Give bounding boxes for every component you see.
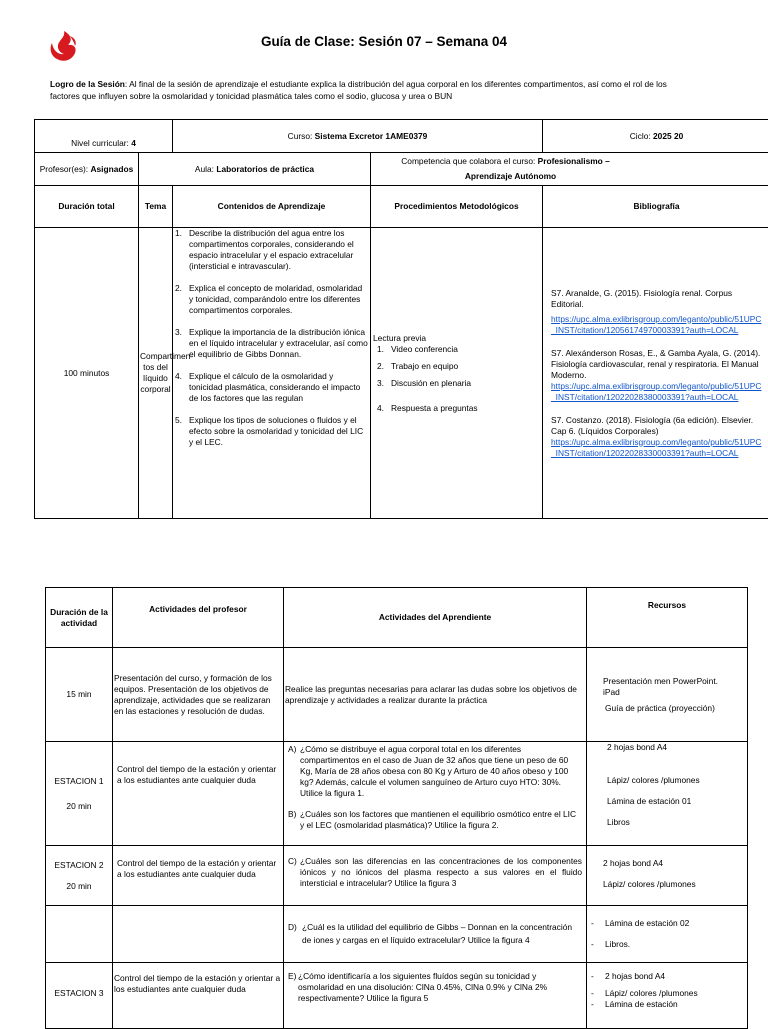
header-duracion: Duración total (35, 186, 139, 228)
row-aprendiente: A) ¿Cómo se distribuye el agua corporal total en los diferentes compartimentos en el caso de Juan de 32 años que tiene un peso de 60 Kg, María de 28 años obesa con 80 Kg y Arturo de 40 años obeso y 100 kg? Además, calcule el volumen sanguíneo de Arturo cuyo HTO: 30%. Utilice la figura 1. B) ¿Cuáles son los factores que mantienen el equilibrio osmótico entre el LIC y el LEC (osmolaridad plasmática)? Utilice la figura 2. (284, 742, 587, 846)
contenido-item: 1. Describe la distribución del agua entre los compartimentos corporales, considerando el espacio intracelular y el espacio extracelular (intersticial e intravascular). (175, 228, 368, 272)
row-recursos: - 2 hojas bond A4 - Lápiz/ colores /plumones - Lámina de estación (587, 963, 748, 1029)
contenido-item: 4. Explique el cálculo de la osmolaridad y tonicidad plasmática, considerando el impacto de los factores que las regulan (175, 371, 368, 404)
bib-link[interactable]: https://upc.alma.exlibrisgroup.com/leganto/public/51UPC_INST/citation/12022028330003391?auth=LOCAL (551, 437, 762, 459)
procedimiento-item: 3. Discusión en plenaria (377, 378, 540, 389)
row-profesor: Control del tiempo de la estación y orientar a los estudiantes ante cualquier duda (113, 963, 284, 1029)
row-recursos: 2 hojas bond A4 Lápiz/ colores /plumones (587, 846, 748, 906)
row-duracion: 15 min (46, 648, 113, 742)
procedimiento-item: 4. Respuesta a preguntas (377, 403, 540, 414)
objective-text: : Al final de la sesión de aprendizaje el estudiante explica la distribución del agua corporal en los diferentes compartimentos, así como el rol de los factores que influyen sobre la osmolaridad y tonicidad plasmática tales como el sodio, glucosa y urea o BUN (50, 79, 667, 101)
row-aprendiente: Realice las preguntas necesarias para aclarar las dudas sobre los objetivos de aprendizaje y actividades a realizar durante la práctica (284, 648, 587, 742)
nivel-cell: Nivel curricular: 4 (35, 120, 173, 153)
row-recursos: 2 hojas bond A4 Lápiz/ colores /plumones Lámina de estación 01 Libros (587, 742, 748, 846)
contenido-item: 3. Explique la importancia de la distribución iónica en el líquido intracelular y extracelular, así como el equilibrio de Gibbs Donnan. (175, 327, 368, 360)
row-profesor: Control del tiempo de la estación y orientar a los estudiantes ante cualquier duda (113, 846, 284, 906)
curso-cell: Curso: Sistema Excretor 1AME0379 (173, 120, 543, 153)
row-aprendiente: E) ¿Cómo identificaría a los siguientes fluídos según su tonicidad y osmolaridad en una disolución: ClNa 0.45%, ClNa 0.9% y ClNa 2% respectivamente? Utilice la figura 5 (284, 963, 587, 1029)
aula-cell: Aula: Laboratorios de práctica (139, 153, 371, 186)
profesor-cell: Profesor(es): Asignados (35, 153, 139, 186)
header-contenidos: Contenidos de Aprendizaje (173, 186, 371, 228)
header-bibliografia: Bibliografía (543, 186, 768, 228)
bib-link[interactable]: https://upc.alma.exlibrisgroup.com/leganto/public/51UPC_INST/citation/12056174970003391?auth=LOCAL (551, 314, 762, 336)
bib-entry: S7. Aranalde, G. (2015). Fisiología renal. Corpus Editorial. https://upc.alma.exlibrisgroup.com/leganto/public/51UPC_INST/citation/12056174970003391?auth=LOCAL (551, 288, 762, 336)
objective-label: Logro de la Sesión (50, 79, 125, 89)
header-procedimientos: Procedimientos Metodológicos (371, 186, 543, 228)
header-profesor: Actividades del profesor (113, 588, 284, 648)
row-estacion: ESTACION 2 20 min (46, 846, 113, 906)
header-tema: Tema (139, 186, 173, 228)
header-recursos: Recursos (587, 588, 748, 648)
duracion-total: 100 minutos (35, 228, 139, 519)
row-profesor: Control del tiempo de la estación y orientar a los estudiantes ante cualquier duda (113, 742, 284, 846)
table-row (46, 648, 748, 742)
bib-entry: S7. Costanzo. (2018). Fisiología (6a edición). Elsevier. Cap 6. (Líquidos Corporales) https://upc.alma.exlibrisgroup.com/leganto/public/51UPC_INST/citation/12022028330003391?auth=LOCAL (551, 415, 762, 459)
bib-entry: S7. Alexánderson Rosas, E., & Gamba Ayala, G. (2014). Fisiología cardiovascular, renal y respiratoria. El Manual Moderno. https://upc.alma.exlibrisgroup.com/leganto/public/51UPC_INST/citation/12022028380003391?auth=LOCAL (551, 348, 762, 403)
procedimiento-item: 2. Trabajo en equipo (377, 361, 540, 372)
bibliografia-list (543, 228, 768, 519)
row-profesor: Presentación del curso, y formación de los equipos. Presentación de los objetivos de aprendizaje, actividades que se realizaran en las estaciones y resolución de dudas. (113, 648, 284, 742)
row-aprendiente: D) ¿Cuál es la utilidad del equilibrio de Gibbs – Donnan en la concentración de iones y cargas en el líquido extracelular? Utilice la figura 4 (284, 906, 587, 963)
header-aprendiente: Actividades del Aprendiente (284, 588, 587, 648)
tema: Compartimen-tos del líquido corporal (139, 228, 173, 519)
bib-link[interactable]: https://upc.alma.exlibrisgroup.com/leganto/public/51UPC_INST/citation/12022028380003391?auth=LOCAL (551, 381, 762, 403)
contenido-item: 2. Explica el concepto de molaridad, osmolaridad y tonicidad, comparándolo entre los diferentes compartimentos corporales. (175, 283, 368, 316)
table-row (46, 846, 748, 906)
competencia-cell: Competencia que colabora el curso: Profesionalismo – Aprendizaje Autónomo (371, 153, 768, 186)
table-row (46, 742, 748, 846)
header-duracion-actividad: Duración de la actividad (46, 588, 113, 648)
page-title: Guía de Clase: Sesión 07 – Semana 04 (0, 34, 768, 49)
table-row (46, 963, 748, 1029)
contenido-item: 5. Explique los tipos de soluciones o fluidos y el efecto sobre la osmolaridad y tonicidad del LIC y el LEC. (175, 415, 368, 448)
row-estacion: ESTACION 3 (46, 963, 113, 1029)
procedimiento-item: 1. Video conferencia (377, 344, 540, 355)
course-info-table (34, 119, 768, 519)
row-aprendiente: C) ¿Cuáles son las diferencias en las concentraciones de los componentes iónicos y no iónicos del plasma respecto a sus valores en el fluido intersticial e intracelular? Utilice la figura 3 (284, 846, 587, 906)
row-recursos: - Lámina de estación 02 - Libros. (587, 906, 748, 963)
contenidos-list (173, 228, 371, 519)
table-row (46, 906, 748, 963)
ciclo-cell: Ciclo: 2025 20 (543, 120, 768, 153)
row-recursos: Presentación men PowerPoint. iPad Guía de práctica (proyección) (587, 648, 748, 742)
procedimientos-list: Lectura previa 1. Video conferencia 2. Trabajo en equipo 3. Discusión en plenaria 4. Respuesta a preguntas (371, 228, 543, 519)
activities-table (45, 587, 748, 1029)
session-objective (50, 78, 670, 102)
row-estacion: ESTACION 1 20 min (46, 742, 113, 846)
